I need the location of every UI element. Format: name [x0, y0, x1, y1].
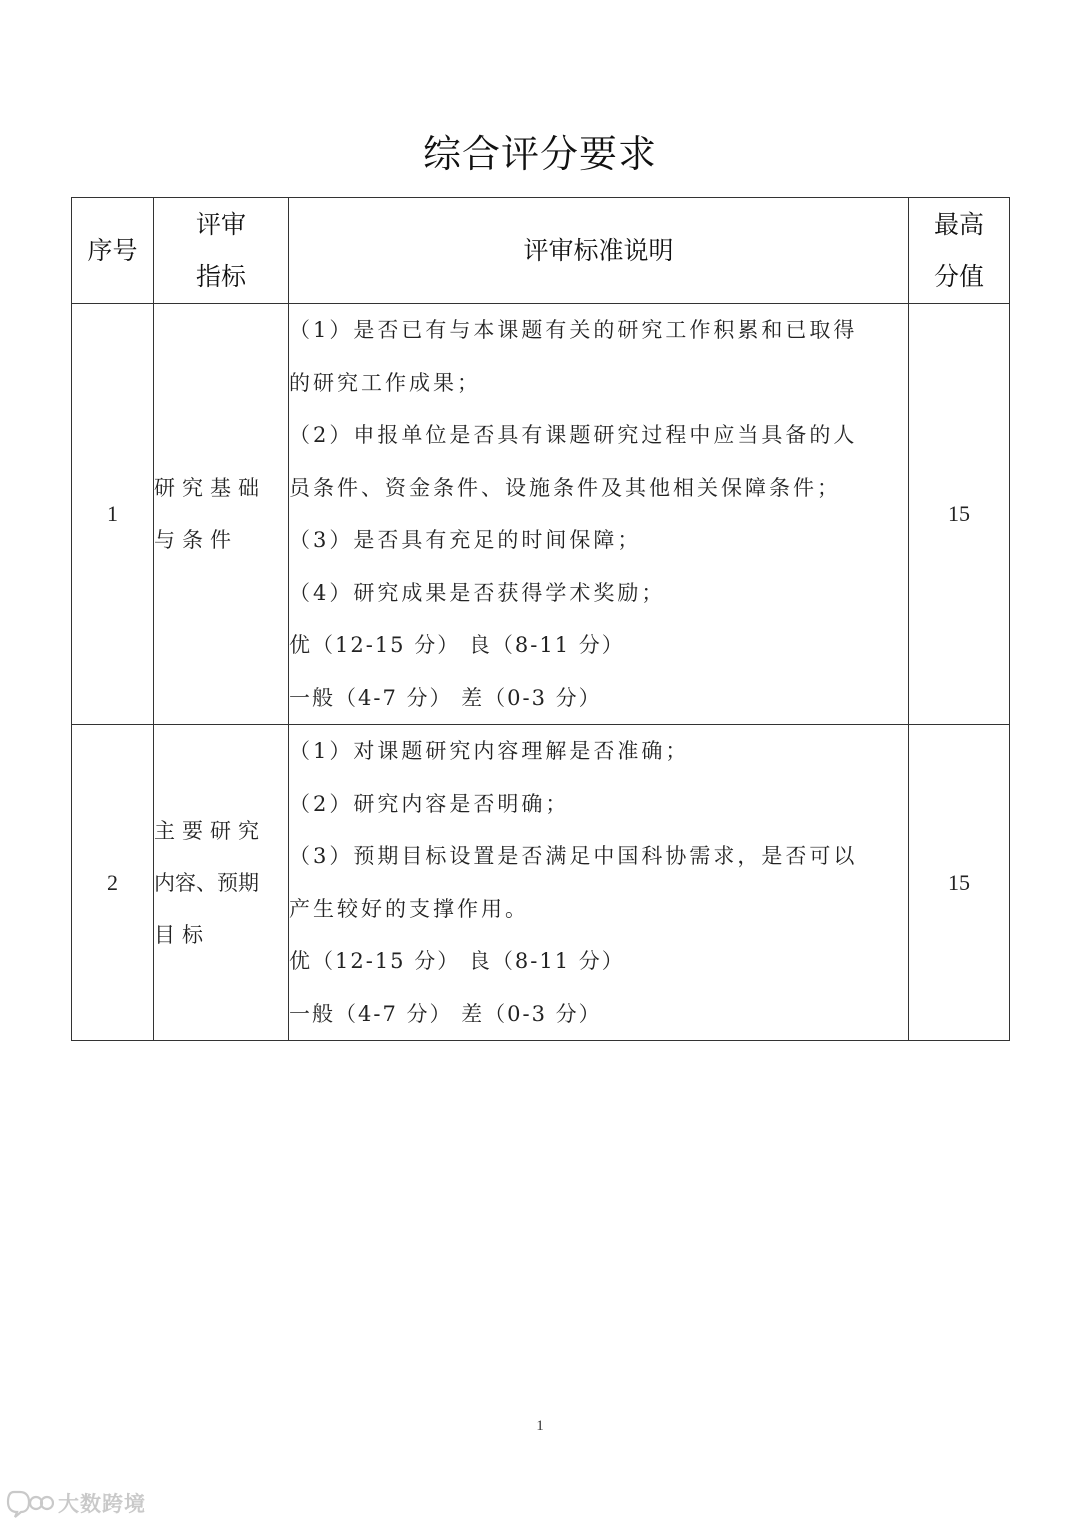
criteria-line: （3）预期目标设置是否满足中国科协需求，是否可以	[289, 844, 858, 868]
row-indicator	[154, 304, 289, 725]
criteria-line: （2）申报单位是否具有课题研究过程中应当具备的人	[289, 423, 858, 447]
chat-bubble-logo-icon	[6, 1488, 54, 1518]
header-number: 序号	[72, 198, 154, 304]
row-number: 1	[72, 304, 154, 725]
grade-line: 一般（4-7 分） 差（0-3 分）	[289, 1001, 602, 1026]
header-max-score-line2: 分值	[933, 261, 984, 291]
criteria-line: （1）对课题研究内容理解是否准确；	[289, 739, 690, 763]
indicator-line: 研究基础	[154, 476, 266, 500]
grade-line: 优（12-15 分） 良（8-11 分）	[289, 633, 625, 657]
indicator-line: 内容、预期	[154, 870, 259, 895]
row-max-score: 15	[909, 725, 1010, 1041]
header-max-score-line1: 最高	[933, 209, 984, 239]
watermark	[6, 1488, 146, 1518]
criteria-line: 的研究工作成果；	[289, 370, 481, 395]
criteria-line: （3）是否具有充足的时间保障；	[289, 528, 642, 552]
row-criteria	[289, 725, 909, 1041]
row-indicator	[154, 725, 289, 1041]
indicator-line: 目标	[154, 922, 210, 947]
header-indicator-line1: 评审	[195, 209, 246, 239]
criteria-line: 产生较好的支撑作用。	[289, 896, 529, 921]
page-title: 综合评分要求	[422, 132, 657, 176]
row-max-score: 15	[909, 304, 1010, 725]
criteria-line: （1）是否已有与本课题有关的研究工作积累和已取得	[289, 318, 858, 342]
row-number: 2	[72, 725, 154, 1041]
grade-line: 一般（4-7 分） 差（0-3 分）	[289, 685, 602, 710]
row-criteria	[289, 304, 909, 725]
scoring-table	[71, 197, 1010, 1041]
header-indicator-line2: 指标	[195, 261, 246, 291]
criteria-line: （2）研究内容是否明确；	[289, 791, 570, 816]
table-row	[72, 725, 1010, 1041]
header-indicator	[154, 198, 289, 304]
criteria-line: 员条件、资金条件、设施条件及其他相关保障条件；	[289, 475, 841, 500]
grade-line: 优（12-15 分） 良（8-11 分）	[289, 949, 625, 973]
watermark-text: 大数跨境	[58, 1492, 146, 1516]
page-number: 1	[536, 1418, 544, 1434]
criteria-line: （4）研究成果是否获得学术奖励；	[289, 580, 666, 605]
header-max-score	[909, 198, 1010, 304]
table-header-row	[72, 198, 1010, 304]
indicator-line: 与条件	[154, 528, 238, 552]
table-row	[72, 304, 1010, 725]
indicator-line: 主要研究	[154, 818, 266, 843]
header-criteria: 评审标准说明	[289, 198, 909, 304]
